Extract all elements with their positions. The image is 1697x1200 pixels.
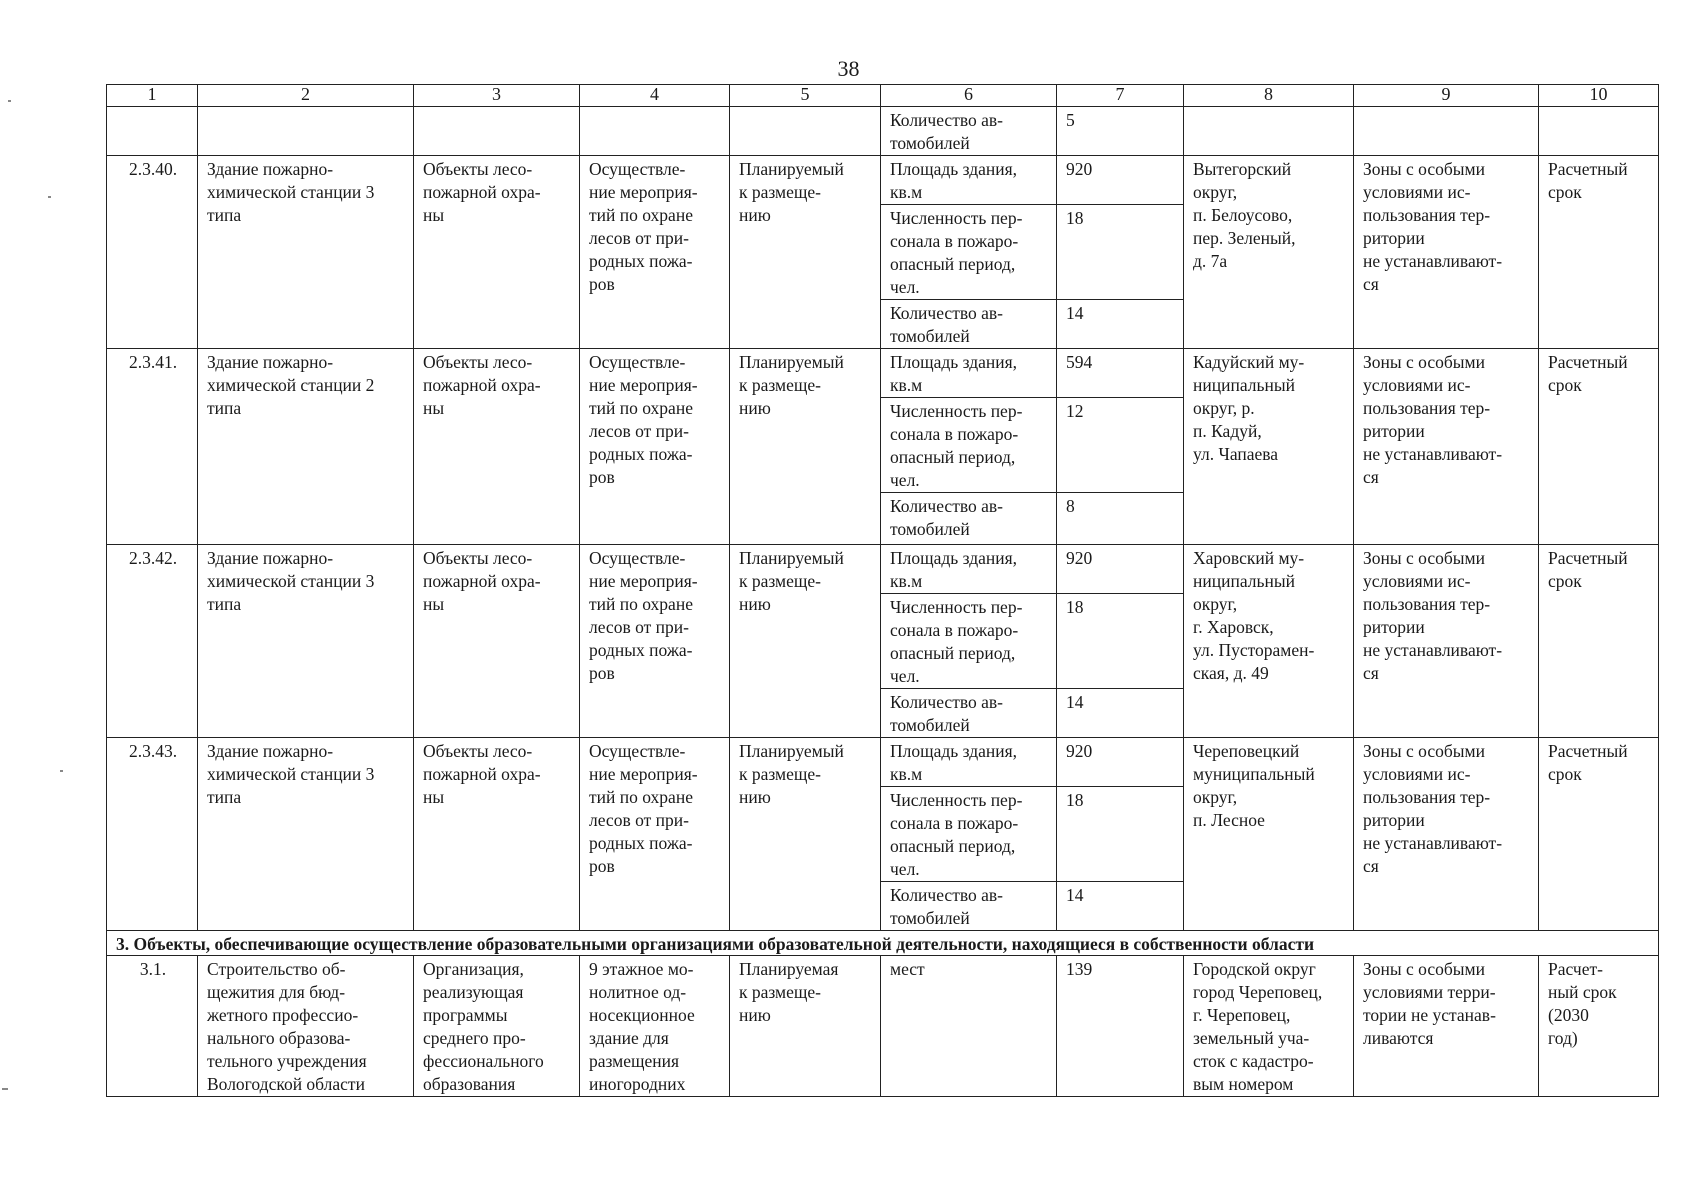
object-zones: Зоны с особыми условиями ис- пользования тер- ритории не устанавливают- ся (1354, 156, 1539, 349)
param-name: Площадь здания, кв.м (881, 156, 1057, 205)
param-name: Количество ав- томобилей (881, 107, 1057, 156)
param-value: 920 (1057, 738, 1184, 787)
object-name: Строительство об- щежития для бюд- жетного профессио- нального образова- тельного учреждения Вологодской области (198, 956, 414, 1097)
object-status: Планируемый к размеще- нию (730, 349, 881, 545)
column-header: 9 (1354, 85, 1539, 107)
row-number: 2.3.41. (107, 349, 198, 545)
object-location: Городской округ город Череповец, г. Череповец, земельный уча- сток с кадастро- вым номером (1184, 956, 1354, 1097)
object-type: Объекты лесо- пожарной охра- ны (414, 156, 580, 349)
object-type: Организация, реализующая программы среднего про- фессионального образования (414, 956, 580, 1097)
param-value: 18 (1057, 594, 1184, 689)
param-value: 139 (1057, 956, 1184, 1097)
scan-speck (8, 100, 11, 102)
column-header: 3 (414, 85, 580, 107)
param-name: Количество ав- томобилей (881, 882, 1057, 931)
object-purpose: Осуществле- ние мероприя- тий по охране лесов от при- родных пожа- ров (580, 349, 730, 545)
object-purpose: 9 этажное мо- нолитное од- носекционное здание для размещения иногородних (580, 956, 730, 1097)
column-number-row (107, 85, 1659, 107)
object-name: Здание пожарно- химической станции 3 типа (198, 738, 414, 931)
param-name: Количество ав- томобилей (881, 300, 1057, 349)
object-term: Расчетный срок (1539, 738, 1659, 931)
param-name: Количество ав- томобилей (881, 689, 1057, 738)
column-header: 1 (107, 85, 198, 107)
row-number: 2.3.42. (107, 545, 198, 738)
object-name: Здание пожарно- химической станции 2 типа (198, 349, 414, 545)
object-type: Объекты лесо- пожарной охра- ны (414, 738, 580, 931)
empty-cell (107, 107, 198, 156)
column-header: 7 (1057, 85, 1184, 107)
object-purpose: Осуществле- ние мероприя- тий по охране лесов от при- родных пожа- ров (580, 156, 730, 349)
object-zones: Зоны с особыми условиями терри- тории не устанав- ливаются (1354, 956, 1539, 1097)
param-value: 920 (1057, 156, 1184, 205)
column-header: 8 (1184, 85, 1354, 107)
param-name: Численность пер- сонала в пожаро- опасный период, чел. (881, 398, 1057, 493)
param-value: 594 (1057, 349, 1184, 398)
empty-cell (414, 107, 580, 156)
object-location: Череповецкий муниципальный округ, п. Лесное (1184, 738, 1354, 931)
param-name: Численность пер- сонала в пожаро- опасный период, чел. (881, 787, 1057, 882)
table-row (107, 545, 1659, 594)
object-name: Здание пожарно- химической станции 3 типа (198, 545, 414, 738)
column-header: 6 (881, 85, 1057, 107)
object-name: Здание пожарно- химической станции 3 типа (198, 156, 414, 349)
row-number: 3.1. (107, 956, 198, 1097)
empty-cell (580, 107, 730, 156)
empty-cell (198, 107, 414, 156)
param-value: 14 (1057, 882, 1184, 931)
object-term: Расчетный срок (1539, 349, 1659, 545)
column-header: 5 (730, 85, 881, 107)
object-term: Расчетный срок (1539, 545, 1659, 738)
param-name: Численность пер- сонала в пожаро- опасный период, чел. (881, 205, 1057, 300)
scan-speck (48, 196, 51, 198)
param-name: Площадь здания, кв.м (881, 349, 1057, 398)
object-zones: Зоны с особыми условиями ис- пользования тер- ритории не устанавливают- ся (1354, 349, 1539, 545)
row-number: 2.3.43. (107, 738, 198, 931)
column-header: 2 (198, 85, 414, 107)
row-number: 2.3.40. (107, 156, 198, 349)
param-value: 14 (1057, 300, 1184, 349)
param-name: Количество ав- томобилей (881, 493, 1057, 545)
table-row (107, 156, 1659, 205)
section-row (107, 931, 1659, 956)
object-location: Вытегорский округ, п. Белоусово, пер. Зеленый, д. 7а (1184, 156, 1354, 349)
param-value: 12 (1057, 398, 1184, 493)
scan-speck (2, 1088, 8, 1090)
param-value: 5 (1057, 107, 1184, 156)
table-row (107, 349, 1659, 398)
table-row (107, 956, 1659, 1097)
object-term: Расчет- ный срок (2030 год) (1539, 956, 1659, 1097)
planned-objects-table (106, 84, 1659, 1097)
object-zones: Зоны с особыми условиями ис- пользования тер- ритории не устанавливают- ся (1354, 738, 1539, 931)
param-name: Площадь здания, кв.м (881, 738, 1057, 787)
scan-speck (60, 770, 63, 772)
empty-cell (1184, 107, 1354, 156)
param-name: Численность пер- сонала в пожаро- опасный период, чел. (881, 594, 1057, 689)
empty-cell (1354, 107, 1539, 156)
object-status: Планируемый к размеще- нию (730, 738, 881, 931)
empty-cell (730, 107, 881, 156)
object-purpose: Осуществле- ние мероприя- тий по охране лесов от при- родных пожа- ров (580, 545, 730, 738)
column-header: 10 (1539, 85, 1659, 107)
object-purpose: Осуществле- ние мероприя- тий по охране лесов от при- родных пожа- ров (580, 738, 730, 931)
param-value: 920 (1057, 545, 1184, 594)
param-name: мест (881, 956, 1057, 1097)
param-value: 18 (1057, 787, 1184, 882)
object-status: Планируемая к размеще- нию (730, 956, 881, 1097)
param-value: 14 (1057, 689, 1184, 738)
object-status: Планируемый к размеще- нию (730, 156, 881, 349)
object-type: Объекты лесо- пожарной охра- ны (414, 349, 580, 545)
object-status: Планируемый к размеще- нию (730, 545, 881, 738)
empty-cell (1539, 107, 1659, 156)
object-location: Харовский му- ниципальный округ, г. Харовск, ул. Пусторамен- ская, д. 49 (1184, 545, 1354, 738)
continuation-row (107, 107, 1659, 156)
object-zones: Зоны с особыми условиями ис- пользования тер- ритории не устанавливают- ся (1354, 545, 1539, 738)
param-value: 18 (1057, 205, 1184, 300)
object-term: Расчетный срок (1539, 156, 1659, 349)
object-type: Объекты лесо- пожарной охра- ны (414, 545, 580, 738)
section-title: 3. Объекты, обеспечивающие осуществление образовательными организациями образовательной деятельности, находящиеся в собственности области (107, 931, 1659, 956)
column-header: 4 (580, 85, 730, 107)
param-value: 8 (1057, 493, 1184, 545)
object-location: Кадуйский му- ниципальный округ, р. п. Кадуй, ул. Чапаева (1184, 349, 1354, 545)
table-row (107, 738, 1659, 787)
page-number: 38 (837, 56, 860, 81)
param-name: Площадь здания, кв.м (881, 545, 1057, 594)
